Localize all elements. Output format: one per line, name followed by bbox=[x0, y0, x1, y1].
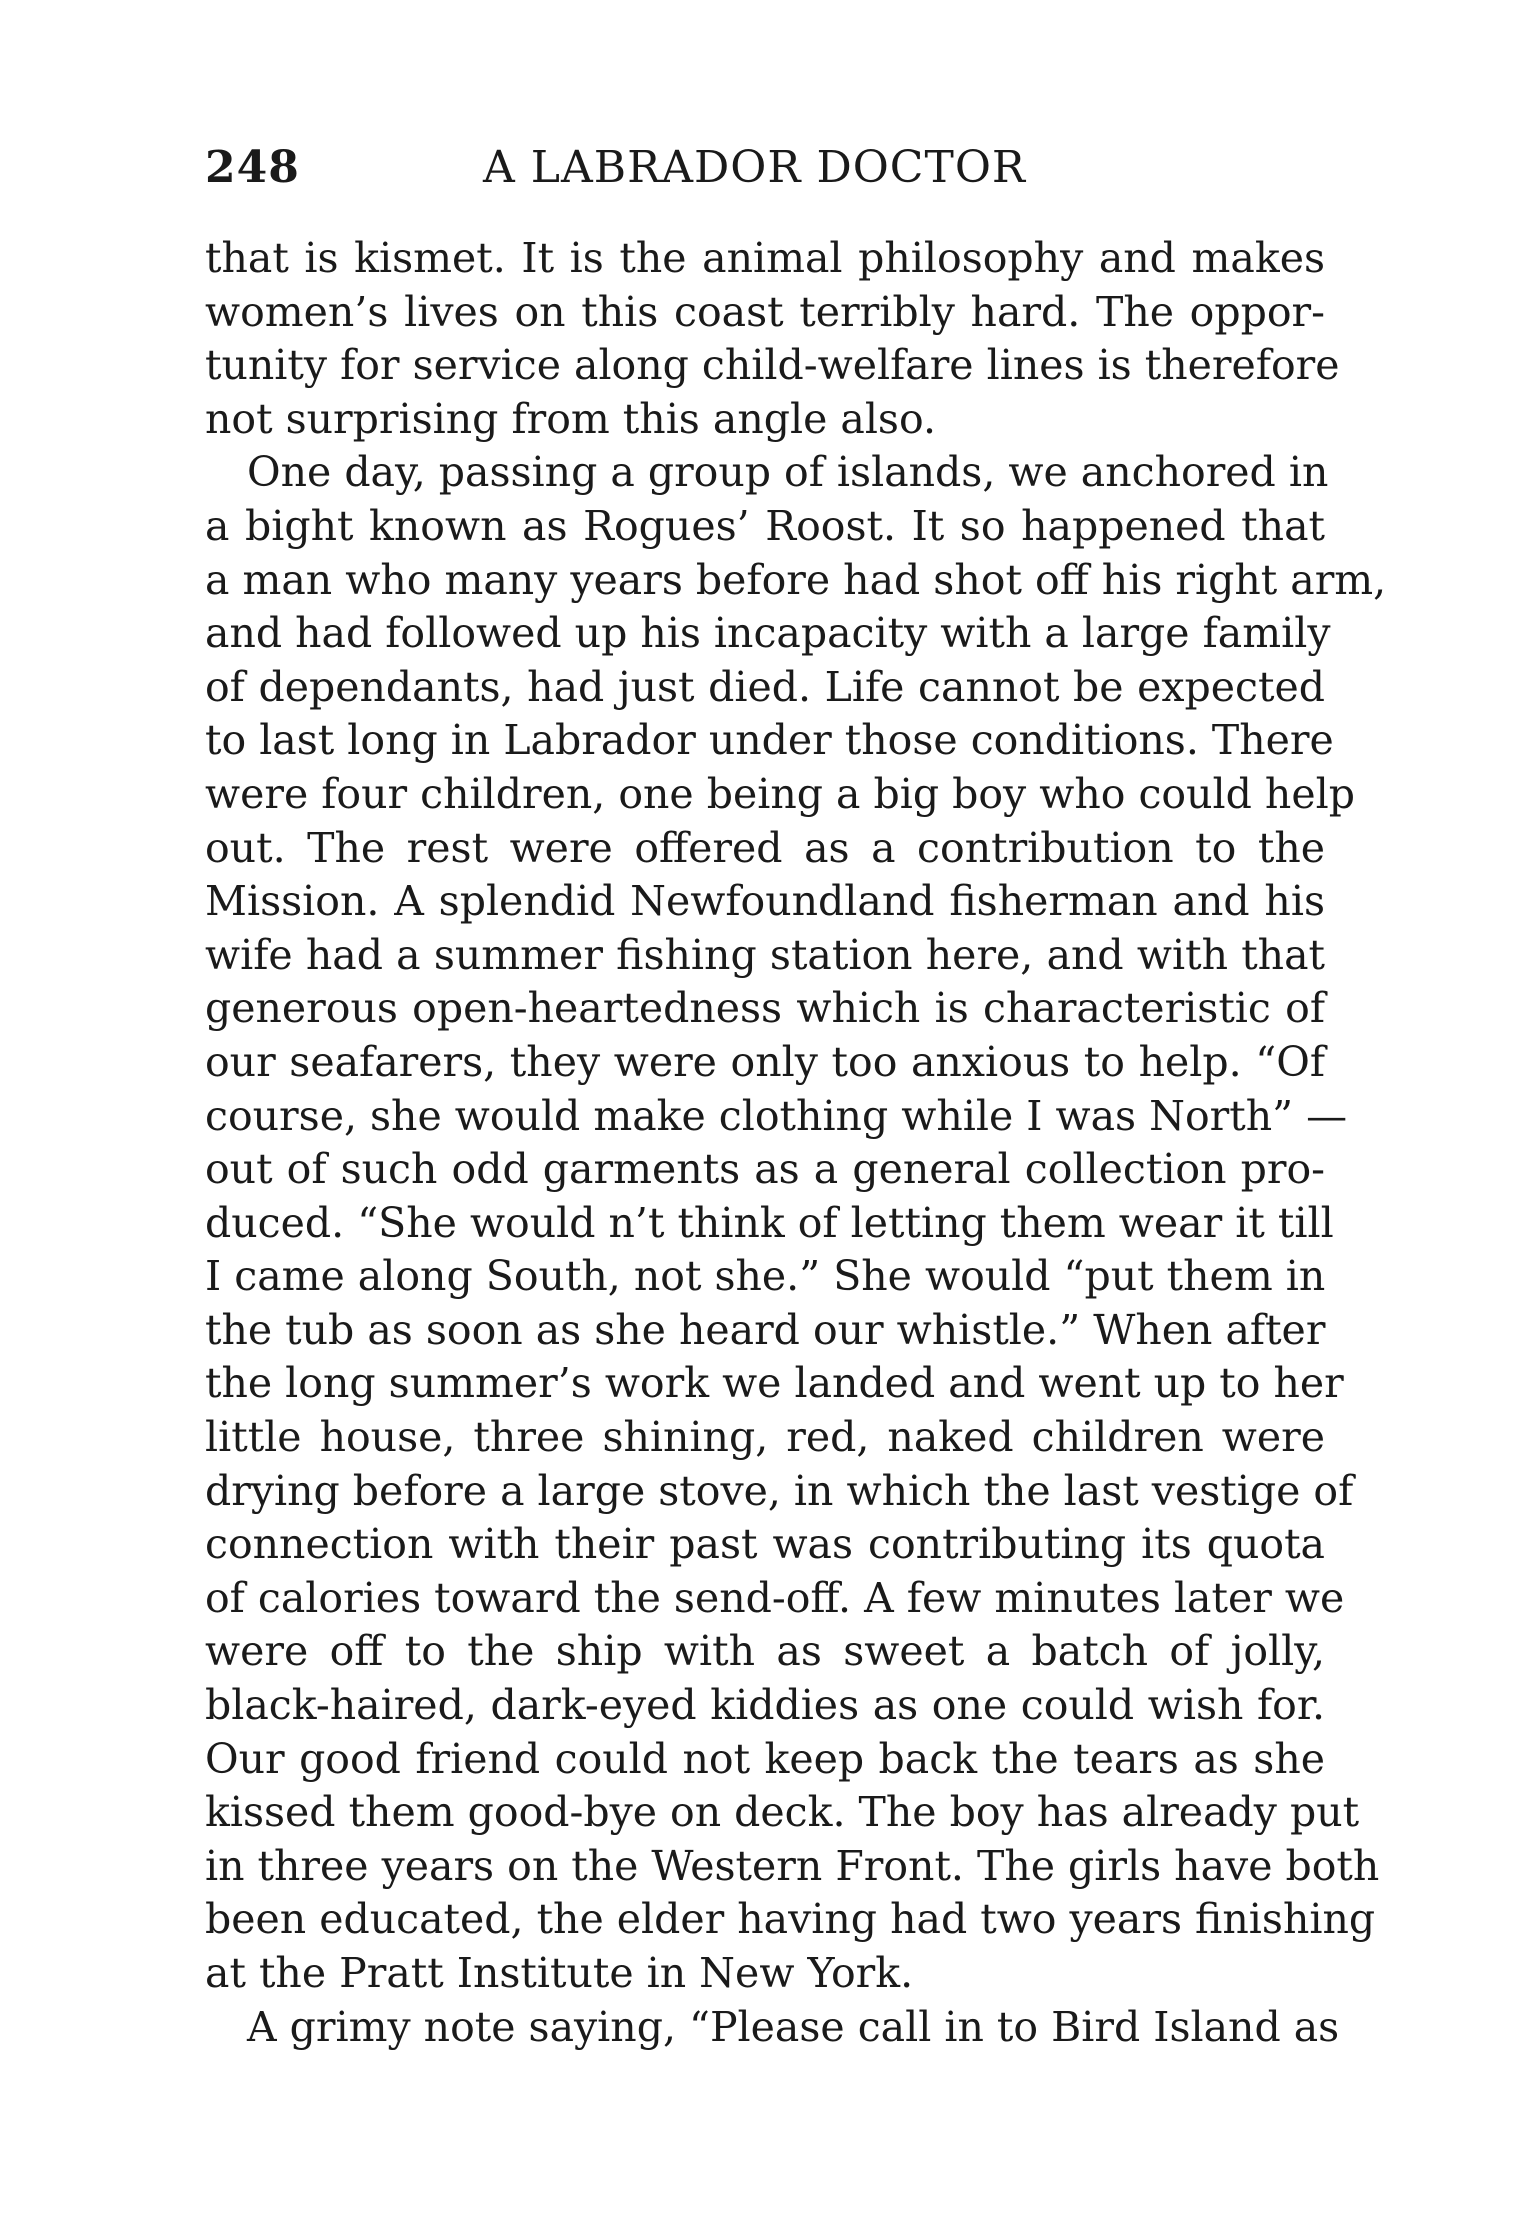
running-head bbox=[205, 142, 1325, 202]
text-line: out. The rest were offered as a contribution to the bbox=[205, 823, 1325, 872]
text-line: that is kismet. It is the animal philosophy and makes bbox=[205, 234, 1325, 282]
text-line: our seafarers, they were only too anxious to help. “Of bbox=[205, 1037, 1325, 1086]
text-line: wife had a summer fishing station here, and with that bbox=[205, 930, 1325, 979]
text-line: of dependants, had just died. Life cannot be expected bbox=[205, 662, 1325, 711]
text-line: were four children, one being a big boy who could help bbox=[205, 769, 1355, 818]
text-line: little house, three shining, red, naked children were bbox=[205, 1413, 1325, 1462]
body-text bbox=[205, 232, 1387, 2054]
text-line: a man who many years before had shot off his right arm, bbox=[205, 555, 1387, 604]
text-line: and had followed up his incapacity with a large family bbox=[205, 609, 1331, 658]
text-line: Mission. A splendid Newfoundland fisherman and his bbox=[205, 877, 1325, 926]
text-line: black-haired, dark-eyed kiddies as one could wish for. bbox=[205, 1681, 1325, 1730]
text-line: of calories toward the send-off. A few minutes later we bbox=[205, 1573, 1345, 1622]
text-line: a bight known as Rogues’ Roost. It so happened that bbox=[205, 501, 1325, 550]
page-number: 248 bbox=[205, 142, 300, 193]
text-line: not surprising from this angle also. bbox=[205, 394, 936, 443]
text-line: connection with their past was contributing its quota bbox=[205, 1520, 1325, 1569]
text-line: Our good friend could not keep back the tears as she bbox=[205, 1734, 1325, 1783]
text-line: generous open-heartedness which is characteristic of bbox=[205, 984, 1325, 1033]
text-line: at the Pratt Institute in New York. bbox=[205, 1949, 914, 1997]
text-line: A grimy note saying, “Please call in to Bird Island as bbox=[247, 2002, 1340, 2051]
text-line: the long summer’s work we landed and went up to her bbox=[205, 1359, 1344, 1408]
text-line: been educated, the elder having had two years finishing bbox=[205, 1895, 1376, 1944]
text-line: tunity for service along child-welfare lines is therefore bbox=[205, 341, 1340, 390]
text-line: the tub as soon as she heard our whistle.” When after bbox=[205, 1305, 1326, 1354]
text-line: women’s lives on this coast terribly hard. The oppor- bbox=[205, 287, 1325, 336]
text-line: to last long in Labrador under those conditions. There bbox=[205, 716, 1334, 765]
text-line: were off to the ship with as sweet a batch of jolly, bbox=[205, 1627, 1325, 1676]
text-line: drying before a large stove, in which the last vestige of bbox=[205, 1466, 1354, 1515]
text-line: course, she would make clothing while I was North” — bbox=[205, 1091, 1348, 1140]
text-line: I came along South, not she.” She would “put them in bbox=[205, 1252, 1326, 1301]
text-line: out of such odd garments as a general collection pro- bbox=[205, 1145, 1325, 1194]
text-line: One day, passing a group of islands, we anchored in bbox=[247, 448, 1329, 497]
running-title: A LABRADOR DOCTOR bbox=[483, 142, 1027, 193]
text-line: duced. “She would n’t think of letting them wear it till bbox=[205, 1198, 1334, 1247]
text-line: in three years on the Western Front. The girls have both bbox=[205, 1841, 1380, 1890]
text-line: kissed them good-bye on deck. The boy has already put bbox=[205, 1788, 1360, 1837]
